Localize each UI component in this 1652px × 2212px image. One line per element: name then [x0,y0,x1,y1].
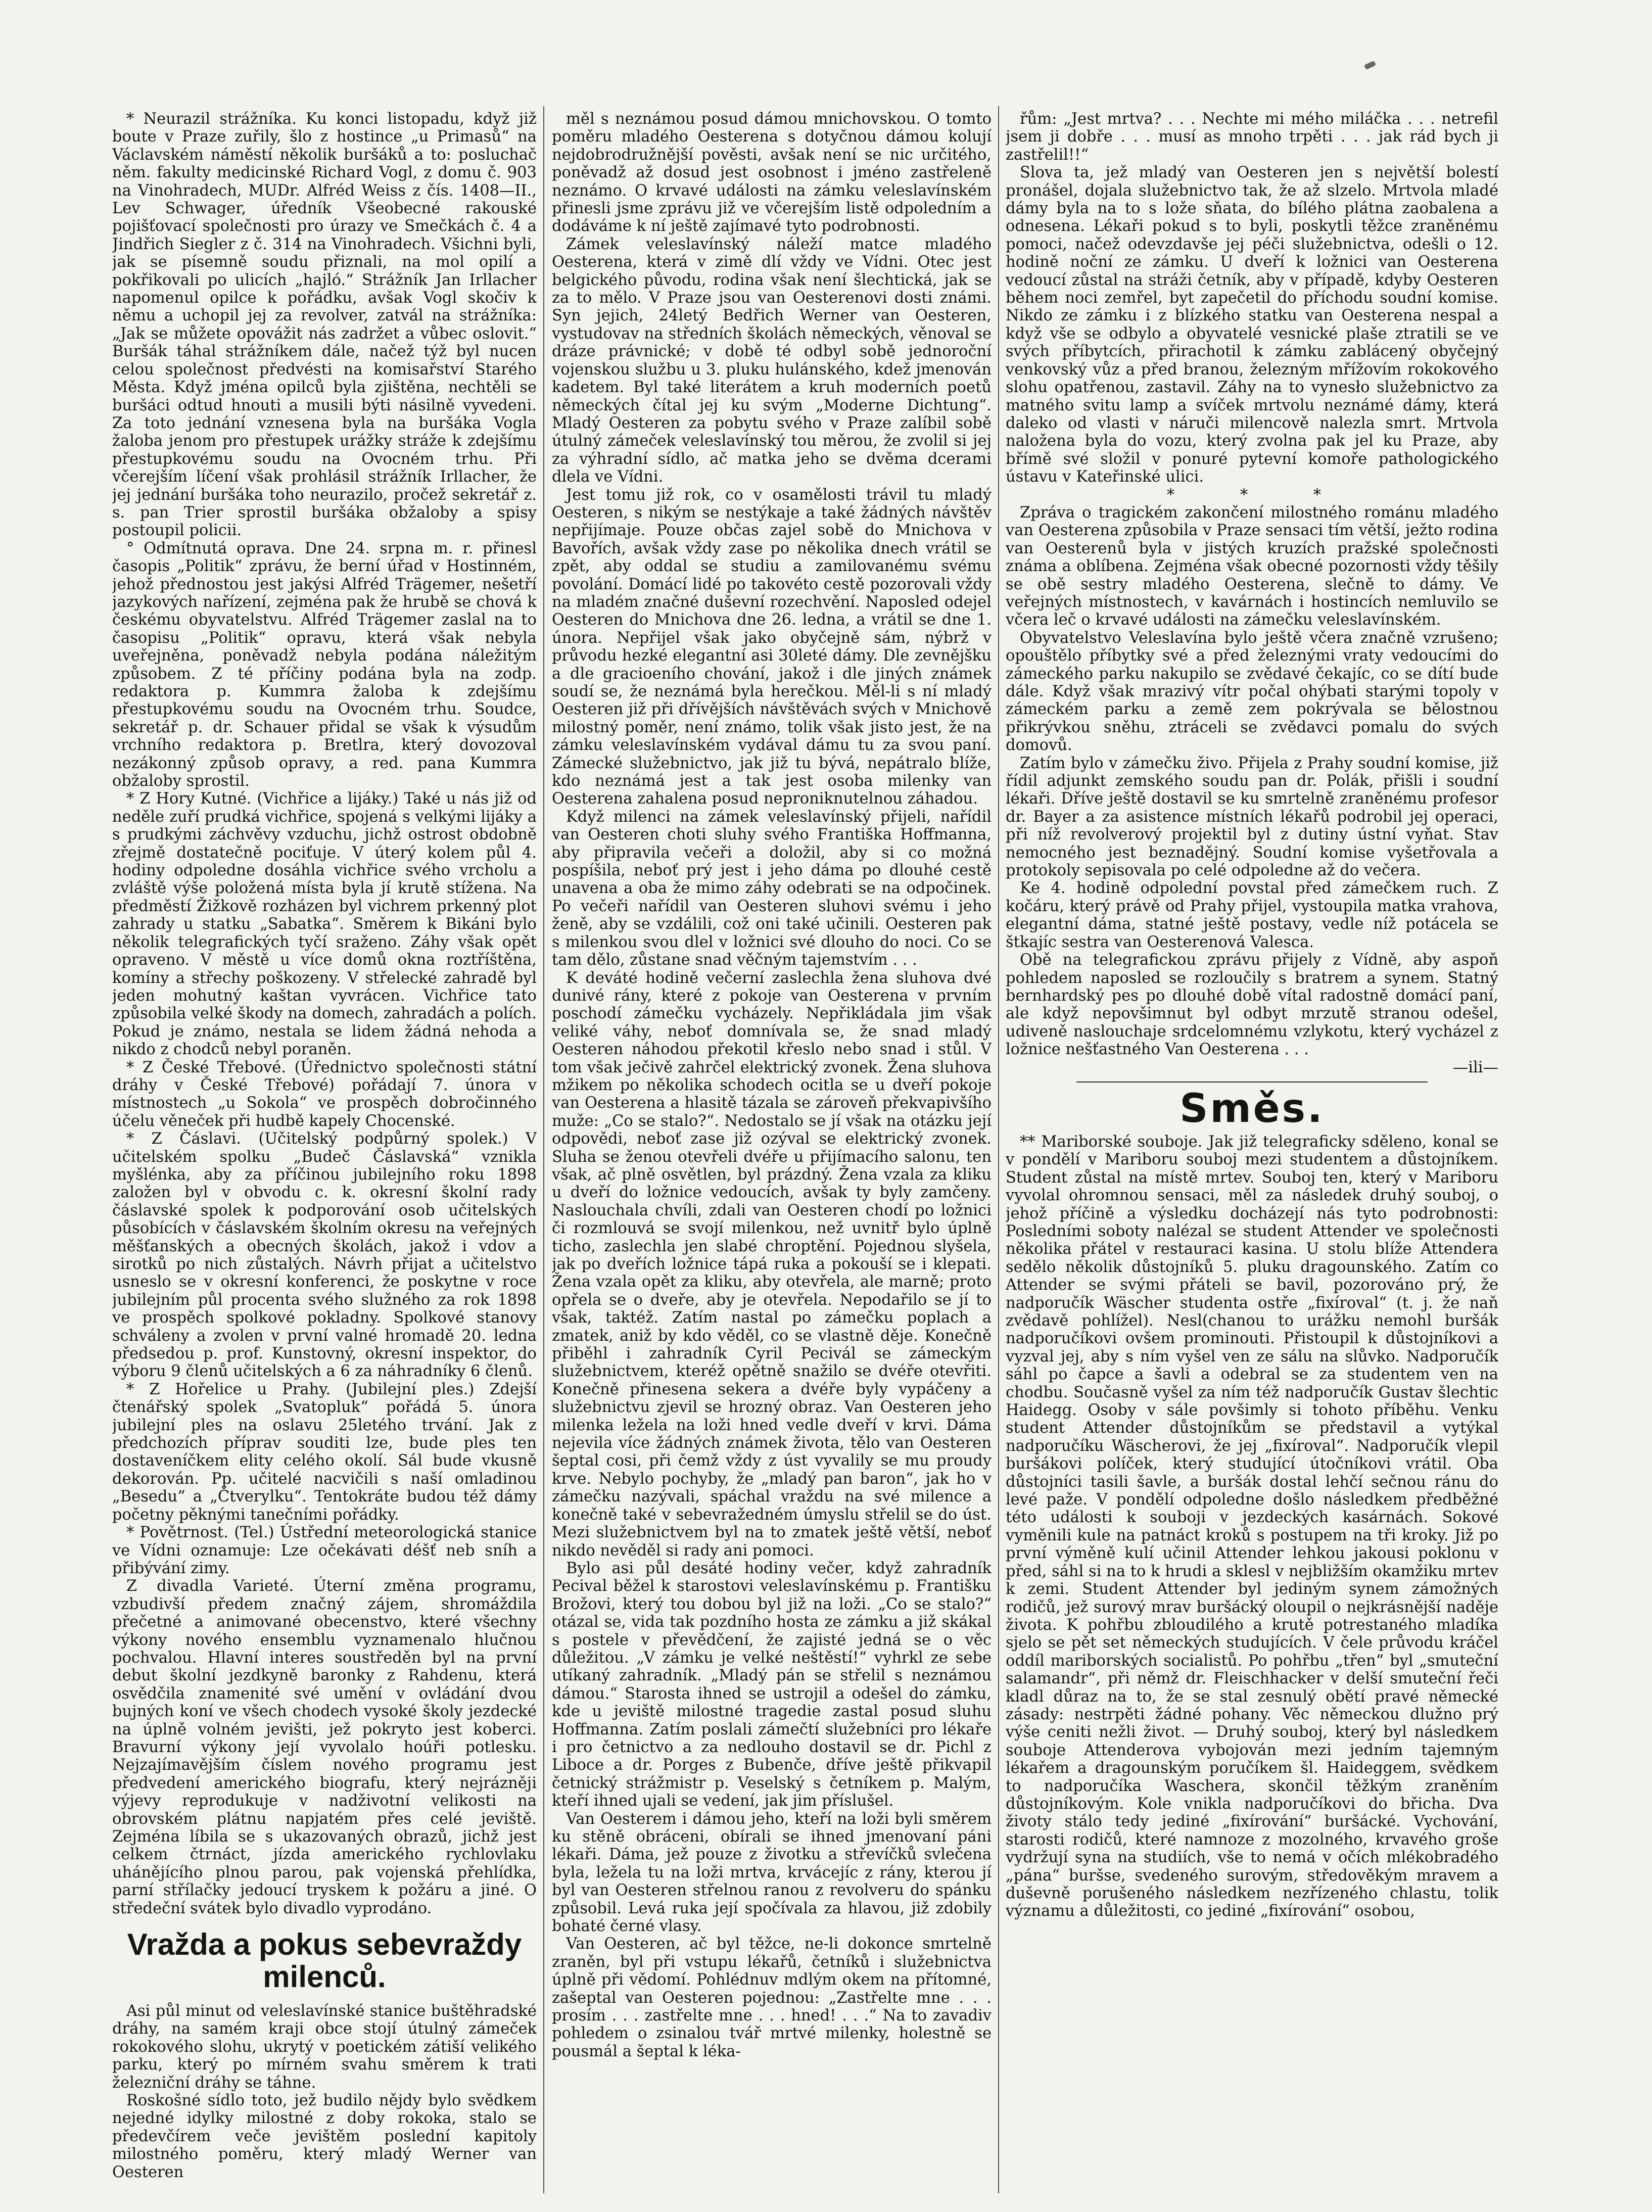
paragraph: měl s neznámou posud dámou mnichovskou. O tomto poměru mladého Oesterena s dotyčnou dámou kolují nejdobrodružnější pověsti, avšak není se nic určitého, poněvadž až dosud jest osobnost i jméno zastřeleně neznámo. O krvavé události na zámku veleslavínském přinesli jsme zprávu již ve včerejším listě odpoledním a dodáváme k ní ještě zajímavé tyto podrobnosti. [552,110,992,236]
paragraph: Zatím bylo v zámečku živo. Přijela z Prahy soudní komise, již řídil adjunkt zemského soudu pan dr. Polák, přišli i soudní lékaři. Dříve ještě dostavil se ku smrtelně zraněnému profesor dr. Bayer a za asistence místních lékařů podrobil jej operaci, při níž revolverový projektil byl z dutiny ústní vyňat. Stav nemocného jest beznadějný. Soudní komise vyšetřovala a protokoly sepisovala po celé odpoledne až do večera. [1006,754,1498,880]
scan-mark [1364,61,1376,70]
paragraph: Jest tomu již rok, co v osamělosti trávil tu mladý Oesteren, s nikým se nestýkaje a také žádných návštěv nepřijímaje. Pouze občas zajel sobě do Mnichova v Bavořích, avšak vždy zase po několika dnech vrátil se zpět, aby oddal se studiu a zamilovanému svému povolání. Domácí lidé po takovéto cestě pozorovali vždy na mladém značné duševní rozechvění. Naposled odejel Oesteren do Mnichova dne 26. ledna, a vrátil se dne 1. února. Nepřijel však jako obyčejně sám, nýbrž v průvodu hezké elegantní asi 30leté dámy. Dle zevnějšku a dle gracioeního chování, jakož i dle jiných známek soudí se, že neznámá byla herečkou. Měl-li s ní mladý Oesteren již při dřívějších návštěvách svých v Mnichově milostný poměr, není známo, tolik však jisto jest, že na zámku veleslavínském vydával dámu tu za svou paní. Zámecké služebnictvo, jak již tu bývá, nepátralo blíže, kdo neznámá jest a tak jest osoba milenky van Oesterena zahalena posud neproniknutelnou záhadou. [552,486,992,808]
section-stars: * * * [1166,486,1352,504]
column-rule [998,106,999,2193]
paragraph: Roskošné sídlo toto, jež budilo nějdy bylo svědkem nejedné idylky milostné z doby rokoka, stalo se předevčírem veče jevištěm poslední kapitoly milostného poměru, který mladý Werner van Oesteren [112,2092,537,2181]
paragraph: řům: „Jest mrtva? . . . Nechte mi mého miláčka . . . netrefil jsem ji dobře . . . musí as mnoho trpěti . . . jak rád bych ji zastřelil!!“ [1006,110,1498,164]
article-intro [112,2002,537,2181]
paragraph: K deváté hodině večerní zaslechla žena sluhova dvé dunivé rány, které z pokoje van Oesterena v prvním poschodí zámečku vycházely. Nepřikládala jim však veliké váhy, neboť domnívala se, že snad mladý Oesteren náhodou překotil křeslo nebo snad i stůl. V tom však ječivě zahrčel elektrický zvonek. Žena sluhova mžikem po několika schodech ocitla se u dveří pokoje van Oesterena a hlasitě tázala se zároveň překvapivšího muže: „Co se stalo?“. Nedostalo se jí však na otázku její odpovědi, neboť zase již ozýval se elektrický zvonek. Sluha se ženou otevřeli dvéře u přijímacího salonu, ten však, ač plně osvětlen, byl prázdný. Žena vzala za kliku u dveří do ložnice vedoucích, avšak ty byly zamčeny. Naslouchala chvíli, zdali van Oesteren chodí po ložnici či rozmlouvá se svojí milenkou, než uvnitř bylo úplně ticho, zaslechla jen slabé chroptění. Pojednou slyšela, jak po dveřích ložnice tápá ruka a pokouší se i klepati. Žena vzala opět za kliku, aby otevřela, ale marně; proto opřela se o dveře, aby je otevřela. Nepodařilo se jí to však, taktéž. Zatím nastal po zámečku poplach a zmatek, aniž by kdo věděl, co se vlastně děje. Konečně přiběhl i zahradník Cyril Pecivál se zámeckým služebnictvem, kteréž opětně snažilo se dvéře otevřiti. Konečně přinesena sekera a dvéře byly vypáčeny a služebnictvu zjevil se hrozný obraz. Van Oesteren jeho milenka ležela na loži hned vedle dveří v krvi. Dáma nejevila více žádných známek života, tělo van Oesteren šeptal cosi, při čemž vždy z úst vyvalily se mu proudy krve. Nebylo pochyby, že „mladý pan baron“, jak ho v zámečku nazývali, spáchal vraždu na své milence a konečně také v sebevražedném úmyslu střelil se do úst. Mezi služebnictvem byl na to zmatek ještě větší, neboť nikdo nevěděl si rady ani pomoci. [552,969,992,1560]
paragraph: * Z České Třebové. (Úřednictvo společnosti státní dráhy v České Třebové) pořádají 7. února v místnostech „u Sokola“ ve prospěch dobročinného účelu věneček při hudbě kapely Chocenské. [112,1058,537,1130]
miscellany-items [1006,1133,1498,1920]
paragraph: Slova ta, jež mladý van Oesteren jen s největší bolestí pronášel, dojala služebnictvo tak, že až slzelo. Mrtvola mladé dámy byla na to s lože sňata, do bílého plátna zaobalena a odnesena. Lékaři pokud s to byli, poskytli těžce zraněnému pomoci, načež odevzdavše jej péči služebnictva, odešli o 12. hodině noční ze zámku. U dveří k ložnici van Oesterena vedoucí zůstal na stráži četník, aby v případě, kdyby Oesteren během noci zemřel, byt zapečetil do příchodu soudní komise. Nikdo ze zámku i z blízkého statku van Oesterena nespal a když vše se odbylo a obyvatelé vesnické plaše ztratili se ve svých příbytcích, přirachotil k zámku zablácený obyčejný venkovský vůz a před branou, železným mřížovím rokokového slohu opatřenou, zastavil. Záhy na to vynesło služebnictvo za matného svitu lamp a svíček mrtvolu neznámé dámy, která daleko od vlasti v náruči milencově nalezla smrt. Mrtvola naložena byla do vozu, který zvolna pak jel ku Praze, aby břímě své složil v ponuré pytevní komoře pathologického ústavu v Kateřinské ulici. [1006,164,1498,486]
paragraph: Van Oesteren, ač byl těžce, ne-li dokonce smrtelně zraněn, byl při vstupu lékařů, četníků i služebnictva úplně při vědomí. Pohlédnuv mdlým okem na přítomné, zašeptal van Oesteren pojednou: „Zastřelte mne . . . prosím . . . zastřelte mne . . . hned! . . .“ Na to zavadiv pohledem o zsinalou tvář mrtvé milenky, holestně se pousmál a šeptal k léka- [552,1935,992,2060]
paragraph: Zámek veleslavínský náleží matce mladého Oesterena, která v zimě dlí vždy ve Vídni. Otec jest belgického původu, rodina však není šlechtická, jak se za to mělo. V Praze jsou van Oesterenovi dosti známi. Syn jejich, 24letý Bedřich Werner van Oesteren, vystudovav na středních školách německých, věnoval se dráze právnické; v době té odbyl sobě jednoroční vojenskou službu u 3. pluku hulánského, kdež jmenován kadetem. Byl také literátem a kruh moderních poetů německých čítal jej ku svým „Moderne Dichtung“. Mladý Oesteren za pobytu svého v Praze zalíbil sobě útulný zámeček veleslavínský tou měrou, že zvolil si jej za výhradní sídlo, ač matka jeho se dvěma dcerami dlela ve Vídni. [552,235,992,486]
paragraph: ** Mariborské souboje. Jak již telegraficky sděleno, konal se v pondělí v Mariboru souboj mezi studentem a důstojníkem. Student zůstal na místě mrtev. Souboj ten, který v Mariboru vyvolal ohromnou sensaci, měl za následek druhý souboj, o jehož příčině a výsledku docházejí nás tyto podrobnosti: Posledními soboty nalézal se student Attender ve společnosti několika přátel v restauraci kasina. U stolu blíže Attendera sedělo několik důstojníků 5. pluku dragounského. Zatím co Attender se svými přáteli se bavil, pozorováno prý, že nadporučík Wäscher studenta ostře „fixíroval“ (t. j. že naň zvědavě pohlížel). Nesl(chanou to urážku nemohl buršák nadporučíkovi ovšem prominouti. Přistoupil k důstojníkovi a vyzval jej, aby s ním vyšel ven ze sálu na slůvko. Nadporučík sáhl po čapce a šavli a odebral se za studentem ven na chodbu. Současně vyšel za ním též nadporučík Gustav šlechtic Haidegg. Osoby v sále povšimly si tohoto příběhu. Venku student Attender důstojníkům se představil a vytýkal nadporučíku Wäscherovi, že jej „fixíroval“. Nadporučík vlepil buršákovi políček, který studující útočníkovi vrátil. Oba důstojníci tasili šavle, a buršák dostal lehčí sečnou ránu do levé paže. V pondělí odpoledne došlo následkem předběžné této události k souboji v jezdeckých kasárnách. Sokové vyměnili kule na patnáct kroků s postupem na tři kroky. Již po první výměně kulí učinil Attender lehkou jakousi poklonu v před, sáhl si na to k hrudi a sklesl v nejbližším okamžiku mrtev k zemi. Student Attender byl jediným synem zámožných rodičů, jež surový mrav buršácký oloupil o nejkrásnější naděje života. K pohřbu zbloudilého a krutě potrestaného mladíka sjelo se pět set německých studujících. V čele průvodu kráčel oddíl mariborských socialistů. Po pohřbu „třen“ byl „smuteční salamandr“, při němž dr. Fleischhacker v delší smuteční řeči kladl důraz na to, že se stal zesnulý obětí pravé německé zásady: nestrpěti žádné pohany. Věc německou dlužno prý výše ceniti nežli život. — Druhý souboj, který byl následkem souboje Attenderova vybojován mezi jedním tajemným lékařem a dragounským poručíkem šl. Haideggem, svědkem to nadporučíka Waschera, skončil těžkým zraněním důstojníkovým. Kole vnikla nadporučíkovi do břicha. Dva životy stálo tedy jediné „fixírování“ buršácké. Vychování, starosti rodičů, které namnoze z mozolného, krvavého groše vydržují syna na studiích, vše to nemá v očích mlékobradého „pána“ buršse, svedeného surovým, středověkým mravem a duševně porušeného následkem nezřízeného chlastu, tolik významu a důležitosti, co jediné „fixírování“ osobou, [1006,1133,1498,1920]
article-body [552,110,992,2060]
author-signature: —ili— [1452,1058,1498,1076]
column-left [112,110,537,2190]
paragraph: * Z Čáslavi. (Učitelský podpůrný spolek.) V učitelském spolku „Budeč Čáslavská“ vznikla myšlénka, aby za příčinou jubilejního roku 1898 založen byl v obvodu c. k. okresní školní rady čáslavské spolek k podporování osob učitelských působících v čáslavském školním okresu na veřejných měšťanských a obecných školách, jakož i vdov a sirotků po nich zůstalých. Návrh přijat a učitelstvo usneslo se v okresní konferenci, že poskytne v roce jubilejním půl procenta svého služného za rok 1898 ve prospěch spolkové pokladny. Spolkové stanovy schváleny a zvolen v první valné hromadě 20. ledna předsedou p. prof. Kunstovný, okresní inspektor, do výboru 9 členů učitelských a 6 za náhradníky 6 členů. [112,1130,537,1381]
paragraph: Obyvatelstvo Veleslavína bylo ještě včera značně vzrušeno; opouštělo příbytky své a před železnými vraty vedoucími do zámeckého parku nakupilo se zvědavé čekajíc, co se dítí bude dále. Když však mrazivý vítr počal ohýbati starými topoly v zámeckém parku a země zem pokrývala se bělostnou přikrývkou sněhu, ztráceli se zvědavci pomalu do svých domovů. [1006,629,1498,755]
news-items-left [112,110,537,1917]
section-heading-smes: Směs. [1179,1086,1325,1132]
section-rule [1076,1081,1428,1083]
column-right [1006,110,1498,2190]
paragraph: Zpráva o tragickém zakončení milostného románu mladého van Oesterena způsobila v Praze sensaci tím větší, ježto rodina van Oesterenů byla v jistých kruzích pražské společnosti známa a oblíbena. Zejména však obecné pozornosti vždy těšily se obě sestry mladého Oesterena, slečně to dámy. Ve veřejných místnostech, v kavárnách i hostincích nemluvilo se včera leč o krvavé události na zámečku veleslavínském. [1006,503,1498,629]
paragraph: Z divadla Varieté. Úterní změna programu, vzbudivší předem značný zájem, shromáždila přečetné a animované obecenstvo, které všechny výkony nového ensemblu vyznamenalo hlučnou pochvalou. Hlavní interes soustředěn byl na první debut školní jezdkyně baronky z Rahdenu, která osvědčila znamenité své umění v ovládání dvou bujných koní ve všech chodech vysoké školy jezdecké na úplně volném jevišti, jež pokryto jest koberci. Bravurní výkony její vyvolalo hoúři potlesku. Nejzajímavějším číslem nového programu jest předvedení amerického biografu, který nejrázněji výjevy reprodukuje v nadživotní velikosti na obrovském plátnu napjatém přes celé jeviště. Zejména líbila se s ukazovaných obrazů, jichž jest celkem čtrnáct, jízda amerického rychlovlaku uhánějícího plnou parou, pak vojenská přehlídka, parní střílačky jedoucí tryskem k požáru a jiné. O středeční svátek bylo divadlo vyprodáno. [112,1577,537,1917]
paragraph: ° Odmítnutá oprava. Dne 24. srpna m. r. přinesl časopis „Politik“ zprávu, že berní úřad v Hostinném, jehož přednostou jest jakýsi Alfréd Trägemer, nešetří jazykových nařízení, zejména pak že hrubě se chová k českému obyvatelstvu. Alfréd Trägemer zaslal na to časopisu „Politik“ opravu, která však nebyla uveřejněna, poněvadž nebyla podána náležitým způsobem. Z té příčiny podána byla na zodp. redaktora p. Kummra žaloba k zdejšímu přestupkovému soudu na Ovocném trhu. Soudce, sekretář p. dr. Schauer přidal se však k výsudům vrchního redaktora p. Bretlra, který dovozoval nezákonný způsob opravy, a red. pana Kummra obžaloby sprostil. [112,539,537,790]
column-middle [552,110,992,2190]
paragraph: Když milenci na zámek veleslavínský přijeli, nařídil van Oesteren choti sluhy svého Františka Hoffmanna, aby připravila večeři a doložil, aby si co možná pospíšila, neboť prý jest i jeho dáma po dlouhé cestě unavena a oba že mimo záhy odebrati se na odpočinek. Po večeři nařídil van Oesteren sluhovi svému i jeho ženě, aby se vzdálili, což oni také učinili. Oesteren pak s milenkou svou dlel v ložnici své dlouho do noci. Co se tam dělo, zůstane snad věčným tajemstvím . . . [552,808,992,969]
paragraph: Bylo asi půl desáté hodiny večer, když zahradník Pecival běžel k starostovi veleslavínskému p. Františku Brožovi, který tou dobou byl již na loži. „Co se stalo?“ otázal se, vida tak pozdního hosta ze zámku a již skákal s postele v převědčení, že zajisté jedná se o věc důležitou. „V zámku je velké neštěstí!“ vyhrkl ze sebe utíkaný zahradník. „Mladý pán se střelil s neznámou dámou.“ Starosta ihned se ustrojil a odešel do zámku, kde u jeviště milostné tragedie zastal posud sluhu Hoffmanna. Zatím poslali zámečtí služebníci pro lékaře i pro četnictvo a za nedlouho dostavil se dr. Pichl z Liboce a dr. Porges z Bubenče, dříve ještě přikvapil četnický strážmistr p. Veselský s četníkem p. Malým, kteří ihned ujali se vedení, jak jim příslušel. [552,1559,992,1810]
paragraph: Obě na telegrafickou zprávu přijely z Vídně, aby aspoň pohledem naposled se rozloučily s bratrem a synem. Statný bernhardský pes po dlouhé době vítal radostně domácí paní, ale když nepovšimnut byl odbyt mrzutě stranou odešel, udiveně naslouchaje srdcelomnému vzlykotu, který vycházel z ložnice nešťastného Van Oesterena . . . [1006,951,1498,1059]
paragraph: * Z Hořelice u Prahy. (Jubilejní ples.) Zdejší čtenářský spolek „Svatopluk“ pořádá 5. února jubilejní ples na oslavu 25letého trvání. Jak z předchozích příprav souditi lze, bude ples ten dostaveníčkem elity celého okolí. Sál bude vkusně dekorován. Pp. učitelé nacvičili s naší omladinou „Besedu“ a „Čtverylku“. Tentokráte budou též dámy početny pěknými tanečními pořádky. [112,1380,537,1524]
article-continuation [1006,110,1498,1059]
paragraph: Asi půl minut od veleslavínské stanice buštěhradské dráhy, na samém kraji obce stojí útulný zámeček rokokového slohu, ukrytý v poetickém zátiší velikého parku, který po mírném svahu směrem k trati železniční dráhy se táhne. [112,2002,537,2092]
paragraph: * Z Hory Kutné. (Vichřice a lijáky.) Také u nás již od neděle zuří prudká vichřice, spojená s velkými lijáky a s prudkými záchvěvy vzduchu, jichž ostrost obdobně zřejmě dostatečně pociťuje. V úterý kolem půl 4. hodiny odpoledne dosáhla vichřice svého vrcholu a zvláště výše položená místa byla jí krutě stížena. Na předměstí Žižkově rozházen byl vichrem prkenný plot zahrady u statku „Sabatka“. Směrem k Bikáni bylo několik telegrafických tyčí sraženo. Záhy však opět opraveno. V městě u více domů okna roztříštěna, komíny a střechy poškozeny. V střelecké zahradě byl jeden mohutný kaštan vyvrácen. Vichřice tato způsobila velké škody na domech, zahradách a polích. Pokud je známo, nestala se lidem žádná nehoda a nikdo z chodců nebyl poraněn. [112,790,537,1059]
paragraph: * Neurazil strážníka. Ku konci listopadu, když již boute v Praze zuřily, šlo z hostince „u Primasů“ na Václavském náměstí několik buršáků a to: posluchač něm. fakulty medicinské Richard Vogl, z domu č. 903 na Vinohradech, MUDr. Alfréd Weiss z čís. 1408—II., Lev Schwager, úředník Všeobecné rakouské pojišťovací společnosti pro úrazy ve Smečkách č. 4 a Jindřich Siegler z č. 314 na Vinohradech. Všichni byli, jak se písemně soudu přiznali, na mol opilí a pokřikovali po ulicích „hajló.“ Strážník Jan Irllacher napomenul opilce k pořádku, avšak Vogl skočiv k němu a uchopil jej za revolver, zatvál na strážníka: „Jak se můžete opovážit nás zadržet a vůbec oslovit.“ Buršák táhal strážníkem dále, načež týž byl nucen celou společnost předvésti na komisařství Starého Města. Když jména opilců byla zjištěna, nechtěli se buršáci odtud hnouti a musili býti násilně vyvedeni. Za toto jednání vznesena byla na buršáka Vogla žaloba jenom pro přestupek urážky stráže k zdejšímu přestupkovému soudu na Ovocném trhu. Při včerejším líčení však prohlásil strážník Irllacher, že jej jednání buršáka toho neurazilo, pročež sekretář z. s. pan Trier sprostil buršáka obžaloby a spisy postoupil policii. [112,110,537,540]
paragraph: * Povětrnost. (Tel.) Ústřední meteorologická stanice ve Vídni oznamuje: Lze očekávati déšť neb sníh a přibývání zimy. [112,1524,537,1577]
paragraph: Van Oesterem i dámou jeho, kteří na loži byli směrem ku stěně obráceni, obírali se ihned jmenovaní páni lékaři. Dáma, jež pouze z životku a střevíčků svlečena byla, ležela tu na loži mrtva, krvácejíc z rány, kterou jí byl van Oesteren střelnou ranou z revolveru do spánku způsobil. Levá ruka její spočívala za hlavou, již zdobily bohaté černé vlasy. [552,1810,992,1936]
column-rule [543,106,544,2193]
paragraph: Ke 4. hodině odpolední povstal před zámečkem ruch. Z kočáru, který právě od Prahy přijel, vystoupila matka vrahova, elegantní dáma, statné ještě postavy, vedle níž potácela se štkajíc sestra van Oesterenová Valesca. [1006,879,1498,951]
article-headline: Vražda a pokus sebevraždy milenců. [127,1927,522,1994]
